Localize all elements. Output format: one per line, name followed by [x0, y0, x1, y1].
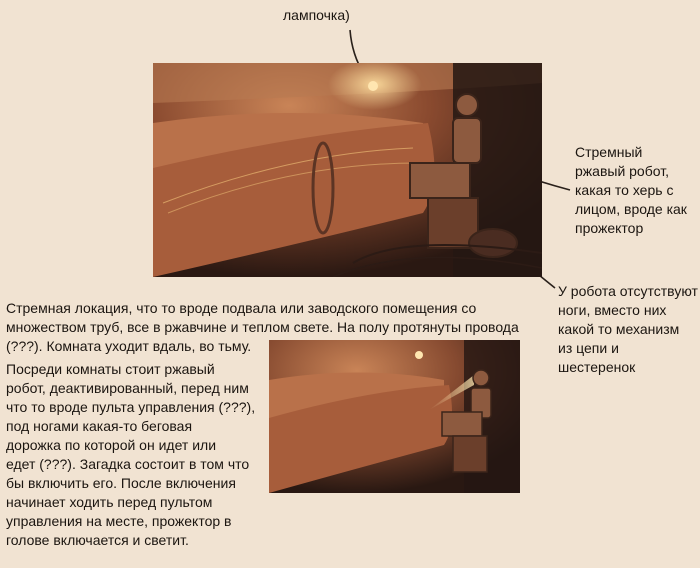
lamp-annotation: лампочка): [283, 7, 350, 23]
legs-annotation: У робота отсутствуют ноги, вместо них какой то механизм из цепи и шестеренок: [558, 283, 698, 375]
robot-description: Посреди комнаты стоит ржавый робот, деактивированный, перед ним что то вроде пульта управления (???), под ногами какая-то беговая дорожка по которой он идет или едет (???). Загадка состоит в том что бы включить его. После включения начинает ходить перед пультом управления на месте, прожектор в голове включается и светит.: [6, 361, 256, 548]
location-description: Стремная локация, что то вроде подвала или заводского помещения со множеством труб, все в ржавчине и теплом свете. На полу протянуты провода (???). Комната уходит вдаль, во тьму.: [6, 300, 519, 354]
robot-annotation: Стремный ржавый робот, какая то херь с лицом, вроде как прожектор: [575, 144, 687, 236]
concept-sketch-dim: [153, 63, 542, 277]
concept-sketch-lit: [269, 340, 520, 493]
